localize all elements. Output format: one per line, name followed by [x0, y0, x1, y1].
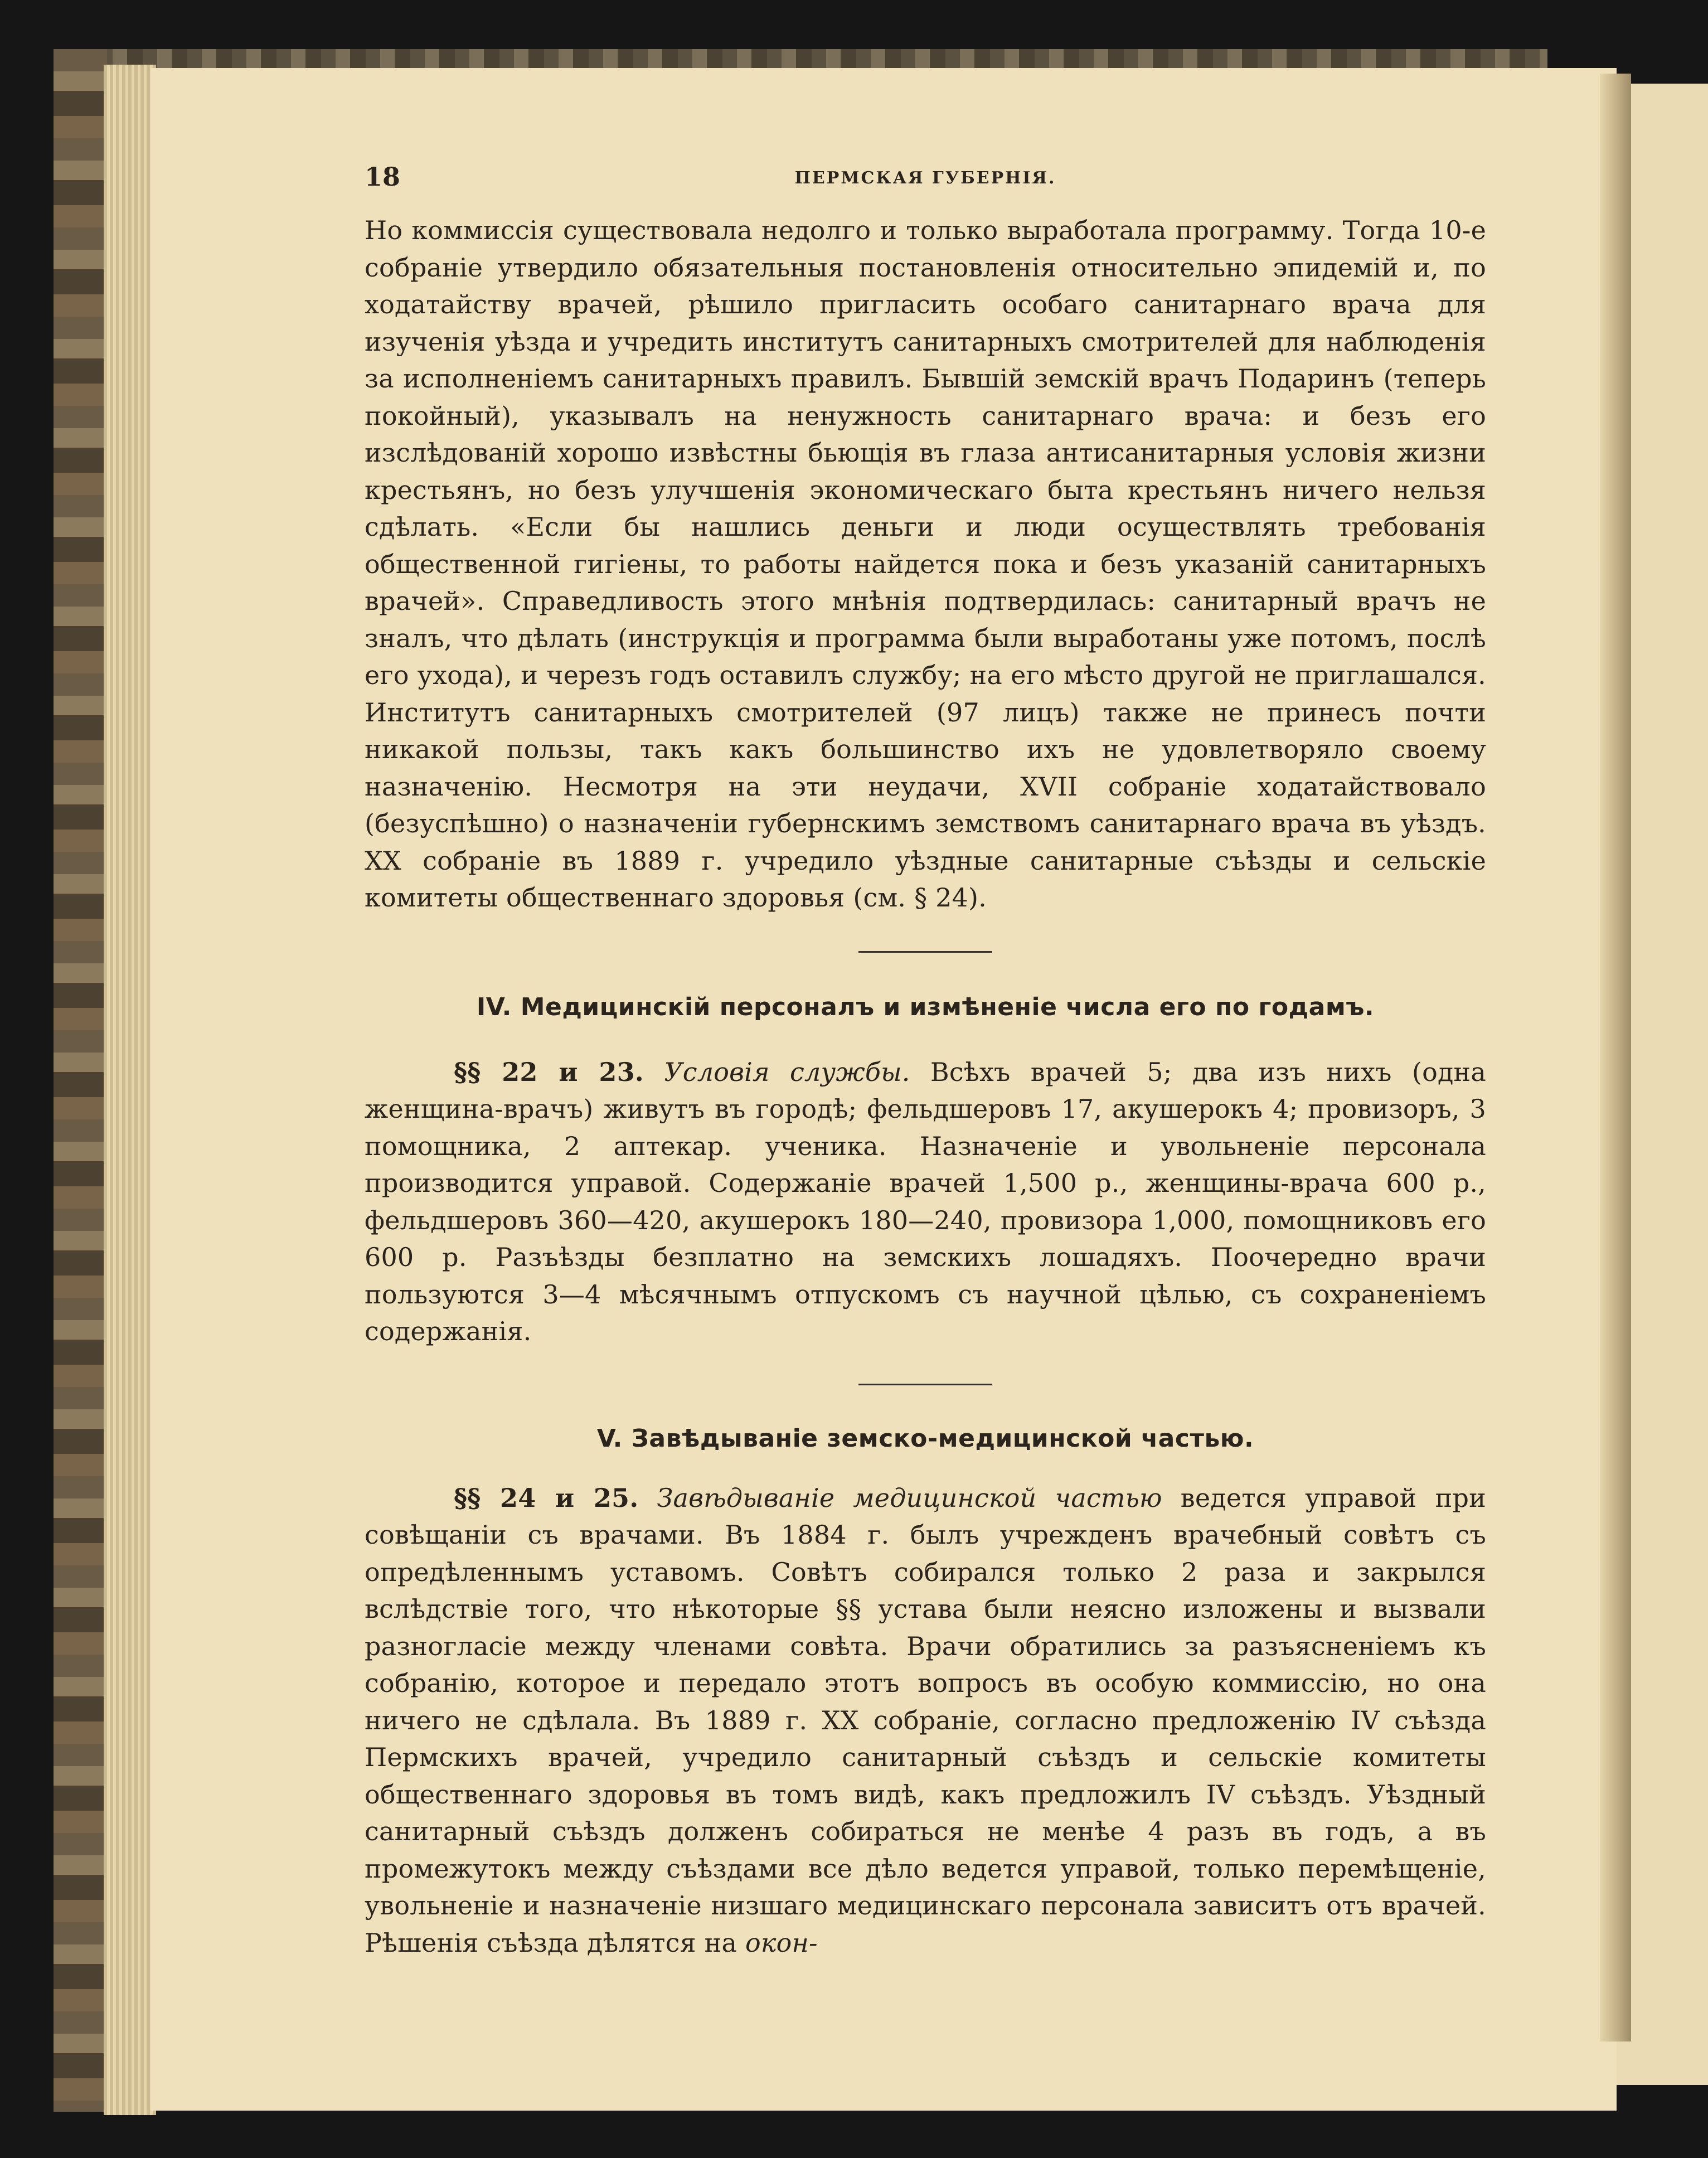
page-gutter-shadow	[1600, 74, 1631, 2041]
running-title: ПЕРМСКАЯ ГУБЕРНІЯ.	[794, 168, 1056, 188]
page-header	[365, 162, 1486, 212]
section-divider	[858, 951, 992, 953]
paragraph-italic-title: Завѣдываніе медицинской частью	[657, 1482, 1162, 1513]
page-content	[365, 162, 1486, 1961]
section-heading-iv: IV. Медицинскій персоналъ и измѣненіе числа его по годамъ.	[476, 992, 1375, 1021]
paragraph-body: Всѣхъ врачей 5; два изъ нихъ (одна женщина-врачъ) живутъ въ городѣ; фельдшеровъ 17, акушерокъ 4; провизоръ, 3 помощника, 2 аптекар. ученика. Назначеніе и увольненіе персонала производится управой. Содержаніе врачей 1,500 р., женщины-врача 600 р., фельдшеровъ 360—420, акушерокъ 180—240, провизора 1,000, помощниковъ его 600 р. Разъѣзды безплатно на земскихъ лошадяхъ. Поочередно врачи пользуются 3—4 мѣсячнымъ отпускомъ съ научной цѣлью, съ сохраненіемъ содержанія.	[365, 1056, 1487, 1346]
paragraph-commission: Но коммиссія существовала недолго и только выработала программу. Тогда 10-е собраніе утвердило обязательныя постановленія относительно эпидемій и, по ходатайству врачей, рѣшило пригласить особаго санитарнаго врача для изученія уѣзда и учредить институтъ санитарныхъ смотрителей для наблюденія за исполненіемъ санитарныхъ правилъ. Бывшій земскій врачъ Подаринъ (теперь покойный), указывалъ на ненужность санитарнаго врача: и безъ его изслѣдованій хорошо извѣстны бьющія въ глаза антисанитарныя условія жизни крестьянъ, но безъ улучшенія экономическаго быта крестьянъ ничего нельзя сдѣлать. «Если бы нашлись деньги и люди осуществлять требованія общественной гигіены, то работы найдется пока и безъ указаній санитарныхъ врачей». Справедливость этого мнѣнія подтвердилась: санитарный врачъ не зналъ, что дѣлать (инструкція и программа были выработаны уже потомъ, послѣ его ухода), и черезъ годъ оставилъ службу; на его мѣсто другой не приглашался. Институтъ санитарныхъ смотрителей (97 лицъ) также не принесъ почти никакой пользы, такъ какъ большинство ихъ не удовлетворяло своему назначенію. Несмотря на эти неудачи, XVII собраніе ходатайствовало (безуспѣшно) о назначеніи губернскимъ земствомъ санитарнаго врача въ уѣздъ. XX собраніе въ 1889 г. учредило уѣздные санитарные съѣзды и сельскіе комитеты общественнаго здоровья (см. § 24).	[365, 215, 1486, 913]
paragraph-lead: §§ 22 и 23.	[454, 1056, 644, 1087]
book-cover-spine	[54, 49, 107, 2112]
paragraph-body: ведется управой при совѣщаніи съ врачами. Въ 1884 г. былъ учрежденъ врачебный совѣтъ съ опредѣленнымъ уставомъ. Совѣтъ собирался только 2 раза и закрылся вслѣдствіе того, что нѣкоторые §§ устава были неясно изложены и вызвали разногласіе между членами совѣта. Врачи обратились за разъясненіемъ къ собранію, которое и передало этотъ вопросъ въ особую коммиссію, но она ничего не сдѣлала. Въ 1889 г. XX собраніе, согласно предложенію IV съѣзда Пермскихъ врачей, учредило санитарный съѣздъ и сельскіе комитеты общественнаго здоровья въ томъ видѣ, какъ предложилъ IV съѣздъ. Уѣздный санитарный съѣздъ долженъ собираться не менѣе 4 разъ въ годъ, а въ промежутокъ между съѣздами все дѣло ведется управой, только перемѣщеніе, увольненіе и назначеніе низшаго медицинскаго персонала зависитъ отъ врачей. Рѣшенія съѣзда дѣлятся на	[365, 1482, 1486, 1958]
paragraph-italic-tail: окон-	[745, 1927, 818, 1958]
paragraph-service-conditions	[365, 1054, 1486, 1350]
paragraph-italic-title: Условія службы.	[664, 1056, 910, 1087]
section-divider	[858, 1384, 992, 1385]
page-block-edges	[104, 65, 156, 2115]
paragraph-administration	[365, 1480, 1486, 1962]
section-heading-v: V. Завѣдываніе земско-медицинской частью.	[596, 1424, 1254, 1453]
page-number: 18	[365, 162, 401, 192]
paragraph-lead: §§ 24 и 25.	[454, 1482, 639, 1513]
